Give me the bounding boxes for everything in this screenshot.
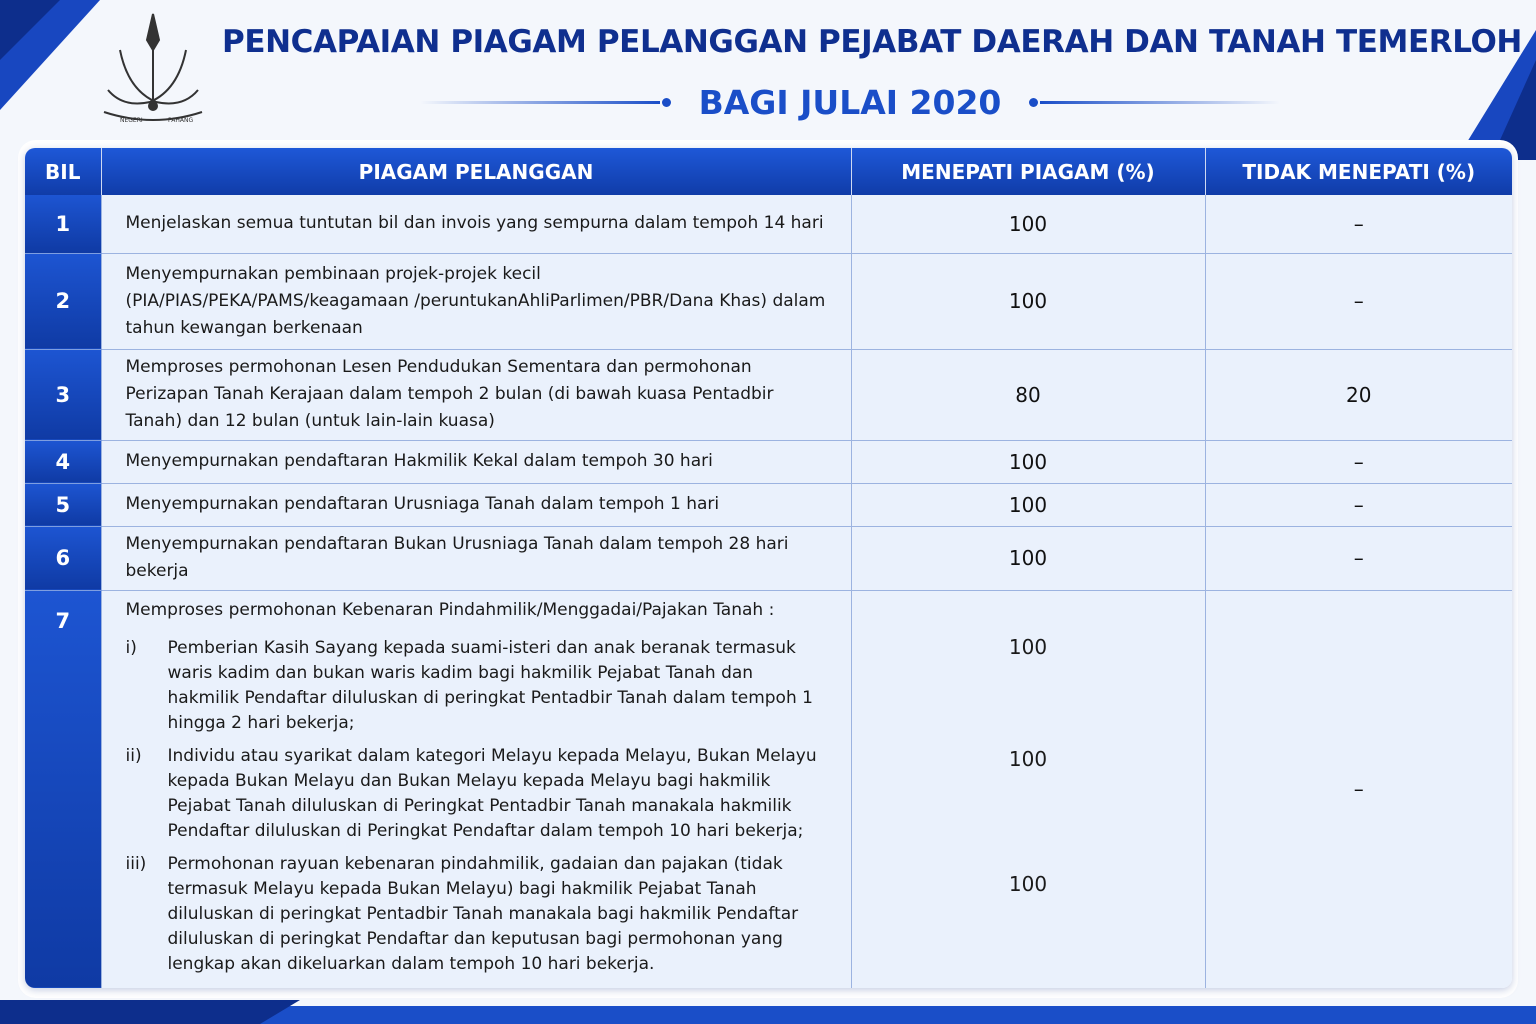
list-item bbox=[126, 744, 827, 844]
row-tidak: – bbox=[1205, 590, 1512, 988]
row-tidak: – bbox=[1205, 483, 1512, 526]
row7-menepati-cell bbox=[851, 590, 1205, 988]
table-row bbox=[25, 195, 1512, 253]
list-item-num: i) bbox=[125, 637, 137, 658]
row7-intro: Memproses permohonan Kebenaran Pindahmilik/Menggadai/Pajakan Tanah : bbox=[125, 599, 775, 620]
table-row bbox=[25, 349, 1512, 440]
charter-table bbox=[25, 148, 1512, 988]
table-header-row bbox=[25, 148, 1512, 195]
row-tidak: – bbox=[1205, 526, 1512, 590]
row7-menepati-iii: 100 bbox=[1008, 871, 1048, 896]
row7-menepati-ii: 100 bbox=[1008, 746, 1048, 771]
table-row bbox=[25, 440, 1512, 483]
subtitle-dot-right bbox=[1029, 98, 1038, 107]
row-desc: Menyempurnakan pembinaan projek-projek kecil (PIA/PIAS/PEKA/PAMS/keagamaan /peruntukanAhliParlimen/PBR/Dana Khas) dalam tahun kewangan berkenaan bbox=[101, 253, 851, 349]
col-header-piagam: PIAGAM PELANGGAN bbox=[101, 148, 851, 195]
row-bil: 1 bbox=[25, 195, 101, 253]
col-header-tidak: TIDAK MENEPATI (%) bbox=[1205, 148, 1512, 195]
row-bil: 3 bbox=[25, 349, 101, 440]
row-menepati: 100 bbox=[851, 526, 1205, 590]
decorative-bottom-band bbox=[0, 1000, 1536, 1024]
subtitle-dot-left bbox=[662, 98, 671, 107]
row-desc-multi bbox=[101, 590, 851, 988]
row-bil: 7 bbox=[25, 590, 101, 988]
page-title: PENCAPAIAN PIAGAM PELANGGAN PEJABAT DAERAH DAN TANAH TEMERLOH bbox=[222, 24, 1522, 60]
row-menepati: 100 bbox=[851, 440, 1205, 483]
table-row bbox=[25, 526, 1512, 590]
list-item-text: Permohonan rayuan kebenaran pindahmilik, gadaian dan pajakan (tidak termasuk Melayu kepada Bukan Melayu) bagi hakmilik Pejabat Tanah diluluskan di peringkat Pentadbir Tanah manakala bagi hakmilik Pendaftar diluluskan di peringkat Pendaftar dan keputusan bagi permohonan yang lengkap akan dikeluarkan dalam tempoh 10 hari bekerja. bbox=[167, 853, 799, 974]
decorative-corner-top-left bbox=[0, 0, 110, 130]
col-header-bil: BIL bbox=[25, 148, 101, 195]
subtitle-row bbox=[420, 80, 1280, 124]
row-bil: 2 bbox=[25, 253, 101, 349]
subtitle-divider-left bbox=[420, 101, 660, 104]
row-desc: Menyempurnakan pendaftaran Bukan Urusniaga Tanah dalam tempoh 28 hari bekerja bbox=[101, 526, 851, 590]
row-menepati: 100 bbox=[851, 195, 1205, 253]
page-subtitle: BAGI JULAI 2020 bbox=[698, 82, 1002, 122]
col-header-menepati: MENEPATI PIAGAM (%) bbox=[851, 148, 1205, 195]
row7-menepati-i: 100 bbox=[1008, 634, 1048, 659]
list-item bbox=[126, 636, 827, 736]
pahang-crest-logo bbox=[98, 10, 208, 128]
row-desc: Menyempurnakan pendaftaran Hakmilik Kekal dalam tempoh 30 hari bbox=[101, 440, 851, 483]
table-row bbox=[25, 253, 1512, 349]
list-item-text: Pemberian Kasih Sayang kepada suami-isteri dan anak beranak termasuk waris kadim dan bukan waris kadim bagi hakmilik Pejabat Tanah dan hakmilik Pendaftar diluluskan di peringkat Pentadbir Tanah dalam tempoh 1 hingga 2 hari bekerja; bbox=[167, 637, 813, 733]
row-bil: 5 bbox=[25, 483, 101, 526]
row-menepati: 100 bbox=[851, 483, 1205, 526]
row-tidak: 20 bbox=[1205, 349, 1512, 440]
row-desc: Memproses permohonan Lesen Pendudukan Sementara dan permohonan Perizapan Tanah Kerajaan dalam tempoh 2 bulan (di bawah kuasa Pentadbir Tanah) dan 12 bulan (untuk lain-lain kuasa) bbox=[101, 349, 851, 440]
row-desc: Menjelaskan semua tuntutan bil dan invois yang sempurna dalam tempoh 14 hari bbox=[101, 195, 851, 253]
list-item-num: ii) bbox=[125, 745, 142, 766]
list-item-text: Individu atau syarikat dalam kategori Melayu kepada Melayu, Bukan Melayu kepada Bukan Melayu dan Bukan Melayu kepada Melayu bagi hakmilik Pejabat Tanah diluluskan di Peringkat Pentadbir Tanah manakala hakmilik Pendaftar diluluskan di Peringkat Pendaftar dalam tempoh 10 hari bekerja; bbox=[167, 745, 817, 841]
list-item-num: iii) bbox=[125, 853, 147, 874]
logo-text-left: NEGERI bbox=[120, 117, 143, 124]
row-tidak: – bbox=[1205, 195, 1512, 253]
row-menepati: 80 bbox=[851, 349, 1205, 440]
table-row bbox=[25, 483, 1512, 526]
row-tidak: – bbox=[1205, 440, 1512, 483]
table-row bbox=[25, 590, 1512, 988]
row-tidak: – bbox=[1205, 253, 1512, 349]
table-container bbox=[25, 148, 1512, 988]
row-bil: 6 bbox=[25, 526, 101, 590]
subtitle-divider-right bbox=[1040, 101, 1280, 104]
row-desc: Menyempurnakan pendaftaran Urusniaga Tanah dalam tempoh 1 hari bbox=[101, 483, 851, 526]
logo-text-right: PAHANG bbox=[168, 117, 194, 124]
row-menepati: 100 bbox=[851, 253, 1205, 349]
list-item bbox=[126, 852, 827, 977]
row-bil: 4 bbox=[25, 440, 101, 483]
